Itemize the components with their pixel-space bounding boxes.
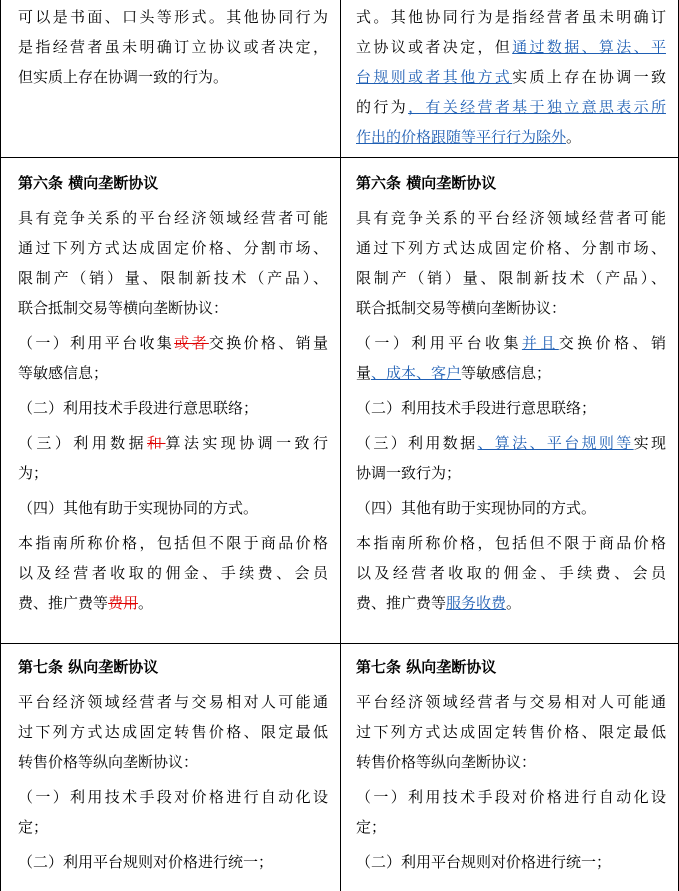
text-line: 以及经营者收取的佣金、手续费、会员 [356,564,666,582]
deleted-text: 或者 [174,334,209,352]
text-line: 以及经营者收取的佣金、手续费、会员 [18,564,328,582]
text-line: 协调一致行为； [356,464,462,482]
text-line: 限制产（销）量、限制新技术（产品）、 [18,269,328,287]
row1-left-cell [18,2,328,92]
text-line: （二）利用平台规则对价格进行统一； [356,853,612,871]
text-span: （三）利用数据 [356,434,478,452]
row1-right-line [356,122,666,152]
text-span: 交换价格、销量 [208,334,328,352]
text-line [18,428,328,458]
text-line: 具有竞争关系的平台经济领域经营者可能 [18,209,328,227]
article-heading: 第七条 纵向垄断协议 [18,658,159,676]
row3-right-cell [356,652,666,882]
row1-left-line: 可以是书面、口头等形式。其他协同行为 [18,8,328,26]
text-line [356,328,666,358]
text-line: 限制产（销）量、限制新技术（产品）、 [356,269,666,287]
article-heading: 第七条 纵向垄断协议 [356,658,497,676]
inserted-text: ，有关经营者基于独立意思表示所 [408,98,666,116]
text-line [356,358,666,388]
text-span: 交换价格、销 [558,334,666,352]
text-span: 。 [138,594,154,612]
price-note [356,528,666,618]
text-line: 过下列方式达成固定转售价格、限定最低 [18,723,328,741]
deleted-text: 和 [147,434,166,452]
text-span: 算法实现协调一致行 [165,434,328,452]
row1-right-line [356,32,666,62]
column-divider [340,0,341,891]
text-line: 平台经济领域经营者与交易相对人可能通 [356,693,666,711]
text-span: 式。其他协同行为是指经营者虽未明确订 [356,8,666,26]
text-line [18,328,328,358]
article-heading: 第六条 横向垄断协议 [356,174,497,192]
deleted-text: 费用 [108,594,139,612]
article-heading: 第六条 横向垄断协议 [18,174,159,192]
inserted-text: 并且 [521,334,559,352]
text-line: （二）利用技术手段进行意思联络； [18,399,259,417]
text-line: 转售价格等纵向垄断协议： [356,753,537,771]
row-divider-1 [1,157,679,158]
text-line: 为； [18,464,49,482]
row1-right-line [356,92,666,122]
text-span: （一）利用平台收集 [356,334,522,352]
text-line [18,588,328,618]
item-1 [18,328,328,388]
intro-paragraph [356,203,666,323]
text-line: 等敏感信息； [18,364,109,382]
inserted-text: 服务收费 [446,594,507,612]
text-span: 。 [506,594,522,612]
item-2 [356,847,666,877]
text-line: 过下列方式达成固定转售价格、限定最低 [356,723,666,741]
text-line: 通过下列方式达成固定价格、分割市场、 [18,239,328,257]
row1-left-line: 是指经营者虽未明确订立协议或者决定， [18,38,328,56]
inserted-text: 作出的价格跟随等平行行为除外 [356,128,567,146]
text-line: 平台经济领域经营者与交易相对人可能通 [18,693,328,711]
text-span: 费、推广费等 [18,594,109,612]
item-1 [18,782,328,842]
text-span: （一）利用平台收集 [18,334,175,352]
row2-left-cell [18,168,328,623]
row-divider-2 [1,643,679,644]
inserted-text: 、平台规则等 [529,434,634,452]
intro-paragraph [356,687,666,777]
text-span: 的行为 [356,98,409,116]
item-2 [356,393,666,423]
intro-paragraph [18,687,328,777]
row1-right-cell [356,2,666,152]
text-span: 立协议或者决定，但 [356,38,513,56]
row2-right-cell [356,168,666,623]
item-2 [18,393,328,423]
text-line: 定； [18,818,49,836]
inserted-text: 通过数据、算法、平 [512,38,666,56]
text-span: 实质上存在协调一致 [512,68,666,86]
text-line: 通过下列方式达成固定价格、分割市场、 [356,239,666,257]
row1-right-line [356,2,666,32]
item-1 [356,328,666,388]
text-span: 。 [566,128,582,146]
text-span: 费、推广费等 [356,594,447,612]
price-note [18,528,328,618]
intro-paragraph [18,203,328,323]
text-line: 联合抵制交易等横向垄断协议： [18,299,229,317]
text-line: 本指南所称价格，包括但不限于商品价格 [18,534,328,552]
text-span: 实现 [633,434,666,452]
inserted-text: 、算法 [477,434,530,452]
text-span: （三）利用数据 [18,434,148,452]
item-4 [356,493,666,523]
row3-left-cell [18,652,328,882]
text-line: （二）利用平台规则对价格进行统一； [18,853,274,871]
text-line: 具有竞争关系的平台经济领域经营者可能 [356,209,666,227]
item-3 [356,428,666,488]
row1-left-line: 但实质上存在协调一致的行为。 [18,68,229,86]
text-span: 等敏感信息； [461,364,552,382]
item-1 [356,782,666,842]
text-line: （一）利用技术手段对价格进行自动化设 [18,788,328,806]
text-line [356,588,666,618]
text-line: 本指南所称价格，包括但不限于商品价格 [356,534,666,552]
text-line: （四）其他有助于实现协同的方式。 [356,499,597,517]
text-line: （一）利用技术手段对价格进行自动化设 [356,788,666,806]
text-span: 量 [356,364,372,382]
text-line: 定； [356,818,387,836]
text-line [356,428,666,458]
inserted-text: 台规则或者其他方式 [356,68,513,86]
text-line: （二）利用技术手段进行意思联络； [356,399,597,417]
text-line: 联合抵制交易等横向垄断协议： [356,299,567,317]
item-4 [18,493,328,523]
text-line: 转售价格等纵向垄断协议： [18,753,199,771]
row1-right-line [356,62,666,92]
inserted-text: 、成本、客户 [371,364,462,382]
item-2 [18,847,328,877]
item-3 [18,428,328,488]
text-line: （四）其他有助于实现协同的方式。 [18,499,259,517]
